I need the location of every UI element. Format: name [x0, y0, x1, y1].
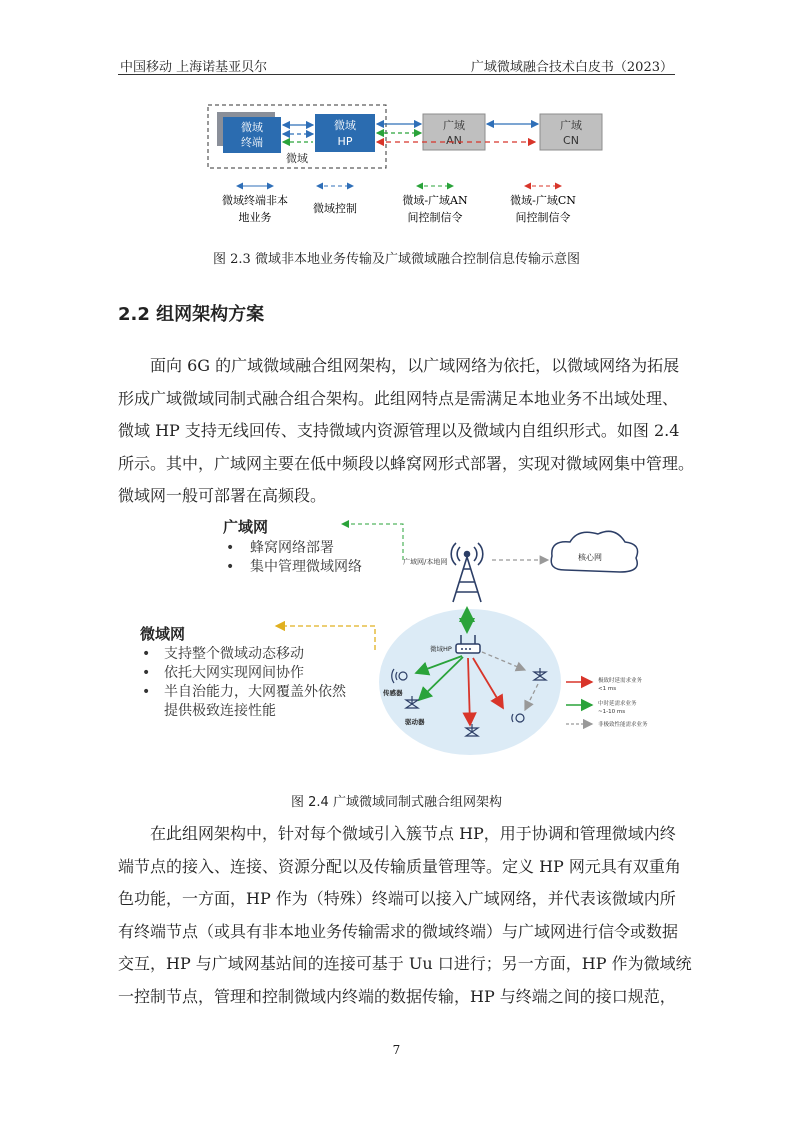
micro-bullet-2: 依托大网实现网间协作: [164, 665, 304, 681]
cn-label-1: 广域: [560, 119, 582, 132]
wide-network-title: 广域网: [223, 518, 269, 536]
bullet-dot: •: [142, 665, 151, 681]
legend-label-3a: 微域-广域AN: [402, 194, 468, 207]
figure-2-3: [205, 100, 625, 240]
header-right: 广域微域融合技术白皮书（2023）: [470, 60, 673, 75]
legend-label-2: 微域控制: [313, 202, 357, 215]
tower-label: 广域网/本地网: [403, 558, 448, 566]
bullet-dot: •: [226, 559, 235, 575]
paragraph-2-line: 在此组网架构中，针对每个微域引入簇节点 HP，用于协调和管理微域内终: [150, 824, 676, 843]
an-label-1: 广域: [443, 119, 465, 132]
paragraph-2-line: 色功能，一方面，HP 作为（特殊）终端可以接入广域网络，并代表该微域内所: [118, 889, 676, 908]
tower-icon: [451, 543, 483, 602]
legend-label-3b: 间控制信令: [407, 211, 463, 224]
hp-label-2: HP: [337, 135, 353, 148]
paragraph-2-line: 交互，HP 与广域网基站间的连接可基于 Uu 口进行；另一方面，HP 作为微域统: [118, 954, 692, 973]
figure-2-3-caption: 图 2.3 微域非本地业务传输及广域微域融合控制信息传输示意图: [213, 252, 580, 267]
bullet-dot: •: [142, 684, 151, 700]
bullet-dot: •: [226, 540, 235, 556]
section-heading: 2.2 组网架构方案: [118, 304, 265, 325]
core-network-label: 核心网: [578, 553, 602, 562]
wide-bullet-1: 蜂窝网络部署: [250, 540, 334, 556]
paragraph-1-line: 面向 6G 的广域微域融合组网架构，以广域网络为依托，以微域网络为拓展: [150, 356, 680, 375]
legend-red-label-1: 极致时延需求业务: [598, 678, 643, 684]
bullet-dot: •: [142, 646, 151, 662]
micro-bullet-3: 半自治能力，大网覆盖外依然: [164, 684, 346, 700]
legend-green-label-1: 中时延需求业务: [598, 701, 637, 707]
paragraph-1: [118, 350, 695, 513]
legend-green-label-2: ~1-10 ms: [598, 709, 626, 715]
header-rule: [118, 74, 675, 75]
paragraph-1-line: 微域 HP 支持无线回传、支持微域内资源管理以及微域内自组织形式。如图 2.4: [118, 421, 680, 440]
paragraph-1-line: 微域网一般可部署在高频段。: [118, 486, 327, 505]
header-left: 中国移动 上海诺基亚贝尔: [120, 60, 268, 75]
wide-bullet-2: 集中管理微域网络: [250, 559, 362, 575]
paragraph-2-line: 一控制节点，管理和控制微域内终端的数据传输，HP 与终端之间的接口规范，: [118, 986, 676, 1006]
sensor-label: 传感器: [383, 689, 403, 697]
page-number: 7: [392, 1043, 401, 1057]
actuator-label: 驱动器: [405, 718, 425, 726]
legend-label-1b: 地业务: [238, 211, 272, 224]
legend-gray-label: 非极致性能需求业务: [598, 722, 648, 728]
micro-bullet-1: 支持整个微域动态移动: [164, 646, 304, 662]
micro-network-title: 微域网: [140, 625, 186, 643]
hp-label-1: 微域: [334, 119, 356, 132]
legend-label-4a: 微域-广域CN: [510, 194, 576, 207]
figure-2-4: [120, 512, 675, 767]
terminal-label-2: 终端: [241, 136, 263, 149]
cn-label-2: CN: [563, 134, 579, 147]
micro-bullet-3-cont: 提供极致连接性能: [164, 703, 276, 719]
paragraph-1-line: 所示。其中，广域网主要在低中频段以蜂窝网形式部署，实现对微域网集中管理。: [118, 453, 695, 473]
terminal-label-1: 微域: [241, 121, 263, 134]
wide-pointer-arrow: [342, 524, 403, 560]
paragraph-1-line: 形成广域微域同制式融合组合架构。此组网特点是需满足本地业务不出域处理、: [118, 388, 679, 408]
an-label-2: AN: [446, 134, 462, 147]
legend-red-label-2: <1 ms: [598, 686, 617, 692]
core-network-cloud-icon: [551, 531, 637, 572]
figure-2-4-caption: 图 2.4 广域微域同制式融合组网架构: [291, 795, 502, 810]
legend-label-1a: 微域终端非本: [222, 194, 288, 207]
micro-domain-label: 微域: [286, 152, 308, 165]
paragraph-2-line: 有终端节点（或具有非本地业务传输需求的微域终端）与广域网进行信令或数据: [118, 921, 679, 941]
legend-label-4b: 间控制信令: [515, 211, 571, 224]
paragraph-2: [118, 818, 692, 1013]
hp-label: 微域HP: [430, 645, 452, 653]
paragraph-2-line: 端节点的接入、连接、资源分配以及传输质量管理等。定义 HP 网元具有双重角: [118, 856, 681, 876]
